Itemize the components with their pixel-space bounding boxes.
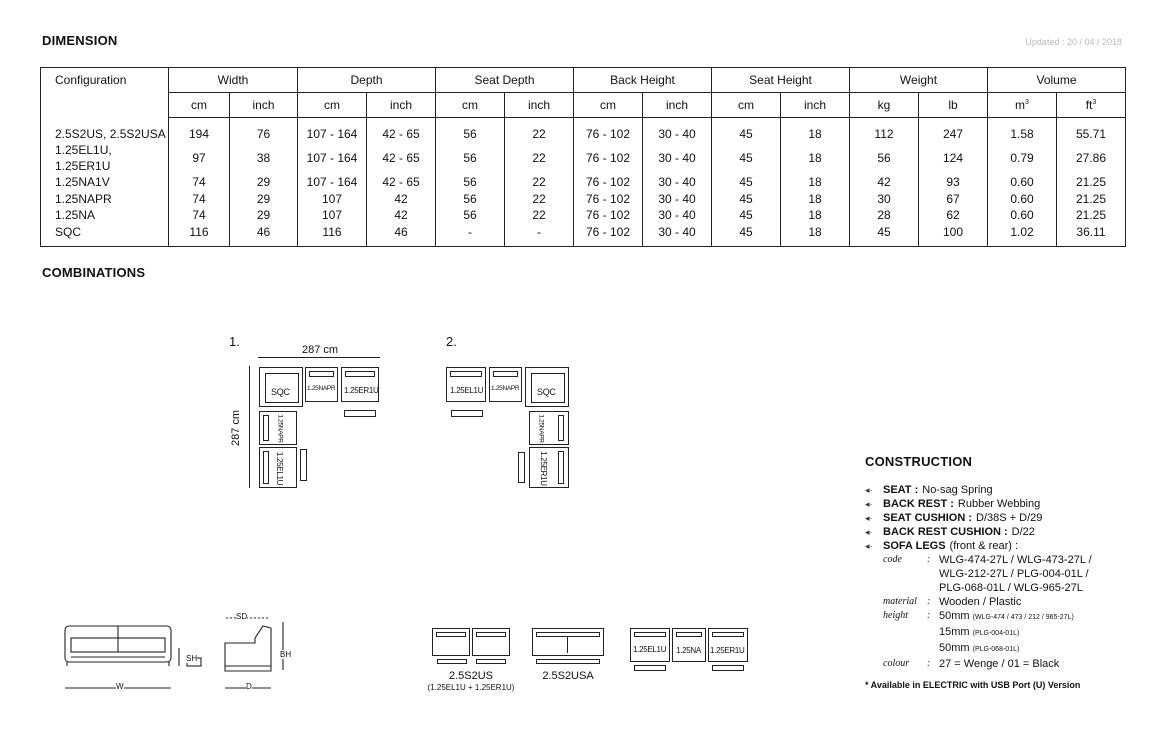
- row-value: 36.11: [1057, 224, 1126, 247]
- config-header: Configuration: [41, 68, 169, 118]
- row-config: SQC: [41, 224, 169, 247]
- row-value: 74: [169, 174, 230, 191]
- bullet-arrow-icon: ◂·: [865, 526, 873, 537]
- row-value: 45: [712, 191, 781, 208]
- er1u-footrest: [344, 410, 376, 417]
- row-value: 28: [850, 207, 919, 224]
- row-value: 42 - 65: [367, 118, 436, 143]
- construction-item-value: No-sag Spring: [922, 484, 993, 496]
- construction-item: [865, 511, 1125, 525]
- electric-footnote: * Available in ELECTRIC with USB Port (U) Version: [865, 680, 1081, 690]
- unit-header: inch: [781, 93, 850, 118]
- row-value: 62: [919, 207, 988, 224]
- row-value: 194: [169, 118, 230, 143]
- bullet-arrow-icon: ◂·: [865, 484, 873, 495]
- row-value: 56: [436, 207, 505, 224]
- row-value: 107 - 164: [298, 174, 367, 191]
- row-value: 29: [230, 191, 298, 208]
- unit-header: inch: [230, 93, 298, 118]
- dimension-title: DIMENSION: [42, 33, 118, 48]
- el1u-module-row: [630, 628, 670, 662]
- figure-1-number: 1.: [229, 334, 240, 349]
- row-value: 30 - 40: [643, 142, 712, 174]
- row-value: 18: [781, 118, 850, 143]
- legs-colour-value: 27 = Wenge / 01 = Black: [939, 658, 1060, 670]
- er1u-footrest-row: [712, 665, 744, 671]
- unit-header: inch: [643, 93, 712, 118]
- sofa-legs-details: [883, 553, 1109, 671]
- table-row: [41, 207, 1126, 224]
- s2usa-module: [532, 628, 604, 656]
- el1u-footrest: [300, 449, 307, 481]
- row-value: 107: [298, 191, 367, 208]
- napr-module-top: [305, 367, 338, 402]
- row-value: 67: [919, 191, 988, 208]
- table-row: [41, 142, 1126, 174]
- row-value: 116: [169, 224, 230, 247]
- legs-colour-key: colour: [883, 658, 910, 669]
- s2us-footrest-right: [476, 659, 506, 664]
- s2us-caption: 2.5S2US: [448, 670, 494, 682]
- legs-code-row: code : WLG-474-27L / WLG-473-27L / WLG-212-27L / PLG-004-01L / PLG-068-01L / WLG-965-27L: [883, 553, 1109, 595]
- row-value: 76 - 102: [574, 207, 643, 224]
- row-value: 76 - 102: [574, 191, 643, 208]
- row-config: 2.5S2US, 2.5S2USA: [41, 118, 169, 143]
- row-value: 0.79: [988, 142, 1057, 174]
- row-config: 1.25NAPR: [41, 191, 169, 208]
- unit-header: inch: [505, 93, 574, 118]
- dimension-table: [40, 67, 1126, 247]
- figure-2-number: 2.: [446, 334, 457, 349]
- el1u-footrest-2: [451, 410, 483, 417]
- er1u-label-row: 1.25ER1U: [710, 646, 745, 655]
- table-row: [41, 118, 1126, 143]
- construction-item-label: SOFA LEGS: [883, 540, 946, 552]
- row-config: 1.25EL1U, 1.25ER1U: [41, 142, 169, 174]
- row-value: 18: [781, 142, 850, 174]
- unit-header: inch: [367, 93, 436, 118]
- row-value: 22: [505, 118, 574, 143]
- row-value: 46: [367, 224, 436, 247]
- er1u-label-top: 1.25ER1U: [344, 386, 379, 395]
- legs-material-value: Wooden / Plastic: [939, 596, 1022, 608]
- row-value: 38: [230, 142, 298, 174]
- legs-height-3: 50mm: [939, 642, 970, 654]
- unit-header: cm: [712, 93, 781, 118]
- row-value: 74: [169, 207, 230, 224]
- s2usa-caption: 2.5S2USA: [542, 670, 594, 682]
- legs-height-1-note: (WLG-474 / 473 / 212 / 965-27L): [972, 614, 1074, 621]
- legs-material-row: material : Wooden / Plastic: [883, 595, 1109, 609]
- construction-item-value: D/38S + D/29: [976, 512, 1043, 524]
- row-value: 97: [169, 142, 230, 174]
- row-value: 0.60: [988, 191, 1057, 208]
- row-value: 22: [505, 191, 574, 208]
- row-value: 116: [298, 224, 367, 247]
- el1u-label-side: 1.25EL1U: [275, 451, 285, 486]
- row-value: 46: [230, 224, 298, 247]
- sqc-label-2: SQC: [537, 387, 556, 397]
- bullet-arrow-icon: ◂·: [865, 498, 873, 509]
- sh-label: SH: [186, 654, 198, 663]
- table-row: [41, 224, 1126, 247]
- w-label: W: [116, 682, 124, 691]
- legs-height-2: 15mm: [939, 626, 970, 638]
- s2us-subcaption: (1.25EL1U + 1.25ER1U): [427, 683, 515, 692]
- d-label: D: [246, 682, 252, 691]
- row-value: 0.60: [988, 207, 1057, 224]
- group-header: Volume: [988, 68, 1126, 93]
- group-header: Seat Height: [712, 68, 850, 93]
- construction-item: [865, 483, 1125, 497]
- unit-header: $ft^3$: [1057, 93, 1126, 118]
- construction-item-value: D/22: [1011, 526, 1035, 538]
- row-value: 45: [850, 224, 919, 247]
- row-value: -: [436, 224, 505, 247]
- group-header: Back Height: [574, 68, 712, 93]
- row-value: 21.25: [1057, 191, 1126, 208]
- row-value: 56: [436, 142, 505, 174]
- el1u-label-top: 1.25EL1U: [450, 386, 484, 395]
- row-value: 22: [505, 207, 574, 224]
- row-value: 76: [230, 118, 298, 143]
- row-value: 45: [712, 118, 781, 143]
- row-value: 100: [919, 224, 988, 247]
- legs-height-row-2: [883, 625, 1109, 641]
- er1u-footrest-2: [518, 452, 525, 483]
- row-value: 45: [712, 224, 781, 247]
- row-value: 107 - 164: [298, 118, 367, 143]
- row-value: 27.86: [1057, 142, 1126, 174]
- row-value: 76 - 102: [574, 174, 643, 191]
- s2us-right-module: [472, 628, 510, 656]
- table-row: [41, 174, 1126, 191]
- row-value: 42: [367, 207, 436, 224]
- sqc-module-2: [525, 367, 569, 407]
- table-row: [41, 191, 1126, 208]
- row-value: 30 - 40: [643, 191, 712, 208]
- construction-item-label: SEAT :: [883, 484, 919, 496]
- napr-label-top: 1.25NAPR: [307, 385, 336, 392]
- legs-height-2-note: (PLG-004-01L): [972, 630, 1020, 637]
- unit-header: cm: [298, 93, 367, 118]
- table-group-header: [41, 68, 1126, 93]
- s2us-footrest-left: [437, 659, 467, 664]
- unit-header: lb: [919, 93, 988, 118]
- legs-colour-row: colour : 27 = Wenge / 01 = Black: [883, 657, 1109, 671]
- row-value: 55.71: [1057, 118, 1126, 143]
- row-config: 1.25NA1V: [41, 174, 169, 191]
- row-value: 76 - 102: [574, 142, 643, 174]
- row-value: 30: [850, 191, 919, 208]
- napr-module-side: [259, 411, 297, 445]
- row-value: 42: [367, 191, 436, 208]
- row-value: 112: [850, 118, 919, 143]
- napr-module-side-2: [529, 411, 569, 445]
- row-value: 30 - 40: [643, 118, 712, 143]
- row-value: 22: [505, 174, 574, 191]
- row-value: 247: [919, 118, 988, 143]
- legs-height-row-1: height : 50mm (WLG-474 / 473 / 212 / 965-27L): [883, 609, 1109, 625]
- legs-height-key: height: [883, 610, 908, 621]
- construction-title: CONSTRUCTION: [865, 454, 973, 469]
- width-dimension-line: [258, 357, 380, 358]
- row-value: 42 - 65: [367, 174, 436, 191]
- s2us-left-module: [432, 628, 470, 656]
- row-value: 1.58: [988, 118, 1057, 143]
- napr-label-side: 1.25NAPR: [276, 414, 284, 443]
- row-value: 29: [230, 174, 298, 191]
- legs-height-row-3: [883, 641, 1109, 657]
- el1u-module-side: [259, 447, 297, 488]
- row-value: 21.25: [1057, 174, 1126, 191]
- row-value: 42 - 65: [367, 142, 436, 174]
- row-value: 93: [919, 174, 988, 191]
- row-value: 45: [712, 207, 781, 224]
- row-value: 18: [781, 191, 850, 208]
- construction-item-value: Rubber Webbing: [957, 498, 1041, 510]
- width-dimension-label: 287 cm: [302, 344, 339, 356]
- construction-item-label: SEAT CUSHION :: [883, 512, 973, 524]
- row-value: 21.25: [1057, 207, 1126, 224]
- construction-item-label: BACK REST CUSHION :: [883, 526, 1008, 538]
- row-value: 74: [169, 191, 230, 208]
- group-header: Weight: [850, 68, 988, 93]
- group-header: Seat Depth: [436, 68, 574, 93]
- updated-date: Updated : 20 / 04 / 2018: [1025, 37, 1122, 47]
- row-value: 124: [919, 142, 988, 174]
- legs-code-key: code: [883, 554, 902, 565]
- construction-item: [865, 497, 1125, 511]
- napr-label-top-2: 1.25NAPR: [491, 385, 520, 392]
- el1u-label-row: 1.25EL1U: [633, 645, 667, 654]
- napr-label-side-2: 1.25NAPR: [537, 414, 545, 443]
- group-header: Width: [169, 68, 298, 93]
- row-value: 30 - 40: [643, 224, 712, 247]
- row-value: 1.02: [988, 224, 1057, 247]
- row-value: 56: [436, 174, 505, 191]
- er1u-module-side: [529, 447, 569, 488]
- row-value: -: [505, 224, 574, 247]
- s2usa-footrest: [536, 659, 600, 664]
- bullet-arrow-icon: ◂·: [865, 540, 873, 551]
- unit-text: m: [1015, 98, 1026, 112]
- na-module-row: [672, 628, 706, 662]
- er1u-label-side: 1.25ER1U: [538, 451, 548, 486]
- legs-height-1: 50mm: [939, 610, 970, 622]
- el1u-footrest-row: [634, 665, 666, 671]
- row-value: 22: [505, 142, 574, 174]
- napr-module-top-2: [489, 367, 522, 402]
- row-value: 18: [781, 207, 850, 224]
- row-config: 1.25NA: [41, 207, 169, 224]
- row-value: 56: [436, 118, 505, 143]
- row-value: 107: [298, 207, 367, 224]
- row-value: 45: [712, 142, 781, 174]
- table-body: [41, 118, 1126, 247]
- unit-header: kg: [850, 93, 919, 118]
- unit-header: cm: [436, 93, 505, 118]
- construction-item: [865, 525, 1125, 539]
- row-value: 42: [850, 174, 919, 191]
- table-unit-header: [41, 93, 1126, 118]
- unit-header: $m^3$: [988, 93, 1057, 118]
- row-value: 29: [230, 207, 298, 224]
- legs-height-3-note: (PLG-068-01L): [972, 646, 1020, 653]
- legs-code-value: WLG-474-27L / WLG-473-27L / WLG-212-27L / PLG-004-01L / PLG-068-01L / WLG-965-27L: [939, 554, 1092, 594]
- legs-material-key: material: [883, 596, 917, 607]
- construction-item-value: (front & rear) :: [949, 540, 1019, 552]
- unit-header: cm: [574, 93, 643, 118]
- er1u-module-top: [341, 367, 379, 402]
- combinations-title: COMBINATIONS: [42, 265, 146, 280]
- bullet-arrow-icon: ◂·: [865, 512, 873, 523]
- na-label-row: 1.25NA: [676, 646, 701, 655]
- row-value: 107 - 164: [298, 142, 367, 174]
- group-header: Depth: [298, 68, 436, 93]
- unit-header: cm: [169, 93, 230, 118]
- row-value: 0.60: [988, 174, 1057, 191]
- row-value: 76 - 102: [574, 118, 643, 143]
- sd-label: SD: [236, 612, 248, 621]
- row-value: 56: [850, 142, 919, 174]
- row-value: 76 - 102: [574, 224, 643, 247]
- row-value: 18: [781, 174, 850, 191]
- construction-item-label: BACK REST :: [883, 498, 954, 510]
- row-value: 18: [781, 224, 850, 247]
- depth-dimension-label: 287 cm: [230, 409, 243, 447]
- sqc-module: [259, 367, 303, 407]
- row-value: 30 - 40: [643, 174, 712, 191]
- row-value: 45: [712, 174, 781, 191]
- construction-list: [865, 483, 1125, 553]
- sofa-profile-diagram: [55, 608, 305, 696]
- unit-text: ft: [1085, 98, 1093, 112]
- construction-item: [865, 539, 1125, 553]
- sqc-label: SQC: [271, 387, 290, 397]
- depth-dimension-line: [249, 366, 250, 488]
- row-value: 56: [436, 191, 505, 208]
- bh-label: BH: [280, 650, 292, 659]
- er1u-module-row: [708, 628, 748, 662]
- el1u-module-top: [446, 367, 486, 402]
- row-value: 30 - 40: [643, 207, 712, 224]
